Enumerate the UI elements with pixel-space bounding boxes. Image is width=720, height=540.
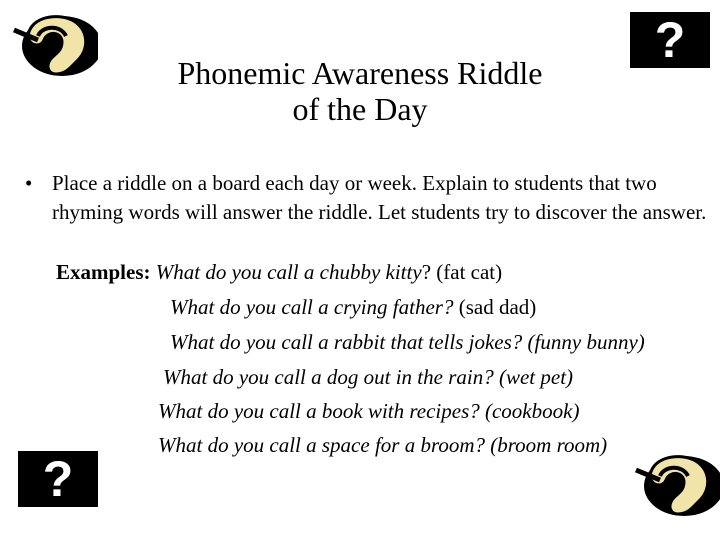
example-line-3: What do you call a rabbit that tells jokes? (funny bunny) <box>170 330 645 354</box>
bullet-marker: • <box>25 171 33 195</box>
question-mark-glyph: ? <box>42 451 74 507</box>
example-line-1 <box>56 258 502 287</box>
example-question: What do you call a crying father? <box>170 295 454 319</box>
example-answer: (sad dad) <box>453 295 537 319</box>
title-line-2: of the Day <box>292 91 428 127</box>
instruction-text: Place a riddle on a board each day or week. Explain to students that two rhyming words will answer the riddle. Let students try to discover the answer. <box>52 171 707 224</box>
example-question: What do you call a chubby kitty <box>155 260 422 284</box>
ear-icon <box>10 8 98 78</box>
ear-icon <box>632 448 720 518</box>
page-title <box>100 55 620 127</box>
examples-label: Examples: <box>56 260 151 284</box>
title-line-1: Phonemic Awareness Riddle <box>177 55 543 91</box>
example-line-4: What do you call a dog out in the rain? (wet pet) <box>163 365 574 389</box>
question-mark-icon <box>18 451 98 507</box>
example-line-6: What do you call a space for a broom? (broom room) <box>158 433 608 457</box>
question-mark-icon <box>630 12 710 68</box>
example-answer: ? (fat cat) <box>421 260 503 284</box>
example-line-5: What do you call a book with recipes? (cookbook) <box>158 399 580 423</box>
example-line-2 <box>170 293 536 322</box>
question-mark-glyph: ? <box>654 12 686 68</box>
